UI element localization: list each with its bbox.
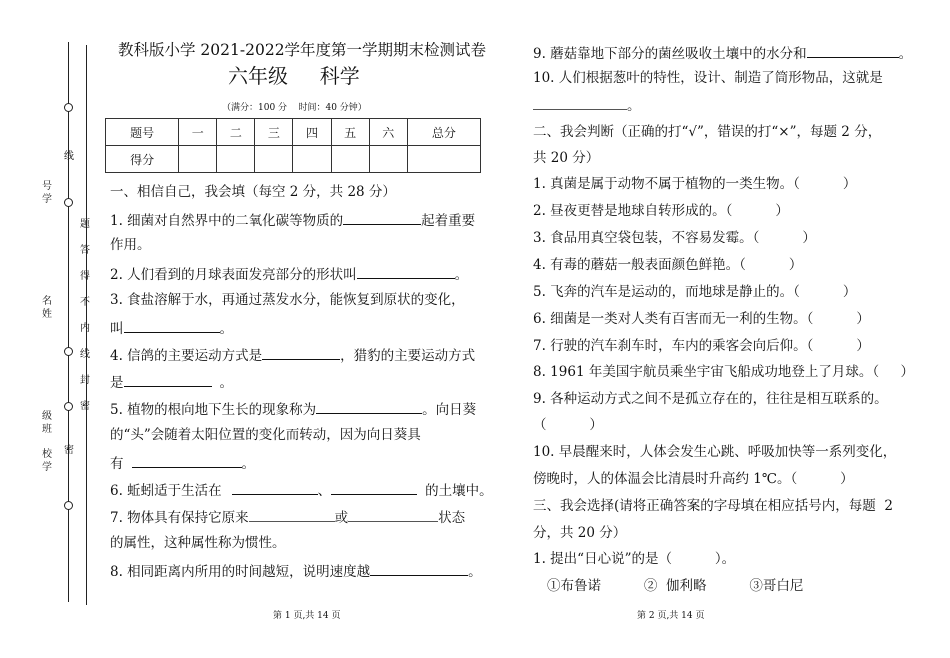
question-4-cont (110, 372, 233, 392)
judge-item-4: 4. 有毒的蘑菇一般表面颜色鲜艳。（ ） (533, 257, 803, 273)
binding-hole (64, 103, 73, 112)
question-text: 1. 细菌对自然界中的二氧化碳等物质的 (110, 213, 344, 229)
answer-blank[interactable] (132, 453, 242, 468)
page-number-right: 第 2 页,共 14 页 (637, 611, 705, 621)
seal-text-6: 线 (80, 349, 90, 360)
question-5 (110, 399, 476, 419)
judge-item-9-paren[interactable]: （ ） (533, 417, 603, 433)
section-2-heading: 二、我会判断（正确的打“√”，错误的打“×”，每题 2 分， (533, 124, 882, 140)
judge-item-10-cont: 傍晚时，人的体温会比清晨时升高约 1℃。（ ） (533, 471, 854, 487)
question-text: 或 (334, 510, 349, 526)
score-input-cell[interactable] (407, 146, 480, 173)
score-table-cell: 四 (293, 119, 331, 146)
question-2 (110, 264, 468, 284)
question-6 (110, 480, 493, 500)
score-table-cell: 三 (255, 119, 293, 146)
question-text: 5. 植物的根向地下生长的现象称为 (110, 402, 317, 418)
question-text: 。 (898, 46, 913, 62)
question-text: 。 (454, 267, 469, 283)
score-table-cell: 二 (217, 119, 255, 146)
judge-item-10: 10. 早晨醒来时，人体会发生心跳、呼吸加快等一系列变化， (533, 444, 897, 460)
answer-blank[interactable] (124, 372, 212, 387)
binding-label-class: 级班 (42, 411, 52, 435)
score-table-cell: 六 (369, 119, 407, 146)
answer-blank[interactable] (357, 264, 455, 279)
judge-item-2: 2. 昼夜更替是地球自转形成的。（ ） (533, 203, 789, 219)
answer-blank[interactable] (262, 345, 340, 360)
question-text: 叫 (110, 321, 124, 337)
exam-title: 教科版小学 2021-2022学年度第一学期期末检测试卷 (118, 41, 487, 59)
answer-blank[interactable] (232, 480, 318, 495)
answer-blank[interactable] (370, 561, 468, 576)
judge-item-1: 1. 真菌是属于动物不属于植物的一类生物。（ ） (533, 176, 857, 192)
seal-text-8: 密 (80, 401, 90, 412)
answer-blank[interactable] (343, 210, 421, 225)
question-text: 起着重要 (421, 213, 476, 229)
question-3: 3. 食盐溶解于水，再通过蒸发水分，能恢复到原状的变化， (110, 292, 465, 308)
binding-line-left (68, 42, 69, 602)
score-input-cell[interactable] (293, 146, 331, 173)
question-text: 。 (219, 321, 233, 337)
binding-hole (64, 501, 73, 510)
answer-blank[interactable] (807, 43, 899, 58)
question-text: 6. 蚯蚓适于生活在 (110, 483, 222, 499)
question-text: 。 (219, 375, 233, 391)
question-1-cont: 作用。 (110, 237, 151, 253)
seal-text-1: 题 (80, 219, 90, 230)
question-1 (110, 210, 475, 230)
judge-item-9: 9. 各种运动方式之间不是孤立存在的，往往是相互联系的。 (533, 391, 888, 407)
answer-blank[interactable] (316, 399, 422, 414)
score-table-cell: 题号 (106, 119, 179, 146)
binding-hole (64, 402, 73, 411)
choice-item-1-options: ①布鲁诺 ② 伽利略 ③哥白尼 (547, 578, 804, 594)
score-input-cell[interactable] (331, 146, 369, 173)
binding-hole (64, 198, 73, 207)
section-3-heading: 三、我会选择(请将正确答案的字母填在相应括号内，每题 2 (533, 498, 893, 514)
seal-text-top: 线 (64, 151, 74, 162)
question-10: 10. 人们根据葱叶的特性，设计、制造了筒形物品，这就是 (533, 70, 883, 86)
question-text: 是 (110, 375, 124, 391)
seal-text-5: 内 (80, 323, 90, 334)
question-text: 、 (317, 483, 332, 499)
judge-item-8: 8. 1961 年美国宇航员乘坐宇宙飞船成功地登上了月球。（ ） (533, 364, 915, 380)
score-table-header-row (106, 119, 481, 146)
question-5-cont2 (110, 453, 255, 473)
question-text: 状态 (438, 510, 466, 526)
score-table-cell: 得分 (106, 146, 179, 173)
seal-text-7: 封 (80, 375, 90, 386)
score-table (105, 118, 481, 173)
question-text: 。 (468, 564, 482, 580)
question-text: 。 (627, 98, 641, 114)
question-text: 有 (110, 456, 124, 472)
answer-blank[interactable] (533, 95, 627, 110)
answer-blank[interactable] (124, 318, 220, 333)
choice-item-1: 1. 提出“日心说”的是（ ）。 (533, 551, 736, 567)
answer-blank[interactable] (249, 507, 335, 522)
page-number-left: 第 1 页,共 14 页 (273, 611, 341, 621)
question-text: 。 (241, 456, 255, 472)
score-input-cell[interactable] (179, 146, 217, 173)
seal-text-bottom: 密 (64, 445, 74, 456)
question-text: ，猎豹的主要运动方式 (340, 348, 476, 364)
score-table-score-row (106, 146, 481, 173)
question-text: 7. 物体具有保持它原来 (110, 510, 249, 526)
judge-item-5: 5. 飞奔的汽车是运动的，而地球是静止的。（ ） (533, 284, 857, 300)
answer-blank[interactable] (348, 507, 438, 522)
score-table-cell: 一 (179, 119, 217, 146)
question-text: 4. 信鸽的主要运动方式是 (110, 348, 263, 364)
score-table-cell: 总分 (407, 119, 480, 146)
section-3-heading-cont: 分，共 20 分） (533, 525, 627, 541)
question-9 (533, 43, 912, 63)
seal-text-4: 不 (80, 297, 90, 308)
question-3-cont (110, 318, 233, 338)
score-input-cell[interactable] (369, 146, 407, 173)
question-4 (110, 345, 475, 365)
question-text: 2. 人们看到的月球表面发亮部分的形状叫 (110, 267, 357, 283)
judge-item-7: 7. 行驶的汽车刹车时，车内的乘客会向后仰。（ ） (533, 338, 870, 354)
judge-item-3: 3. 食品用真空袋包装，不容易发霉。（ ） (533, 230, 816, 246)
question-7 (110, 507, 465, 527)
section-2-heading-cont: 共 20 分） (533, 150, 600, 166)
answer-blank[interactable] (331, 480, 417, 495)
question-10-cont (533, 95, 641, 115)
question-text: 的土壤中。 (425, 483, 493, 499)
binding-label-school: 校学 (42, 449, 52, 473)
grade-subject: 六年级 科学 (228, 64, 360, 88)
question-text: 9. 蘑菇靠地下部分的菌丝吸收土壤中的水分和 (533, 46, 807, 62)
score-table-cell: 五 (331, 119, 369, 146)
question-5-cont: 的“头”会随着太阳位置的变化而转动，因为向日葵具 (110, 427, 421, 443)
binding-label-number: 号学 (42, 181, 52, 205)
question-text: 8. 相同距离内所用的时间越短，说明速度越 (110, 564, 371, 580)
question-text: 。向日葵 (422, 402, 477, 418)
seal-text-3: 得 (80, 271, 90, 282)
seal-text-2: 答 (80, 245, 90, 256)
question-7-cont: 的属性，这种属性称为惯性。 (110, 535, 286, 551)
section-1-heading: 一、相信自己，我会填（每空 2 分，共 28 分） (110, 184, 396, 200)
binding-hole (64, 347, 73, 356)
binding-label-name: 名姓 (42, 296, 52, 320)
score-input-cell[interactable] (255, 146, 293, 173)
judge-item-6: 6. 细菌是一类对人类有百害而无一利的生物。（ ） (533, 311, 870, 327)
question-8 (110, 561, 482, 581)
exam-meta: （满分：100 分 时间：40 分钟） (222, 103, 367, 113)
score-input-cell[interactable] (217, 146, 255, 173)
